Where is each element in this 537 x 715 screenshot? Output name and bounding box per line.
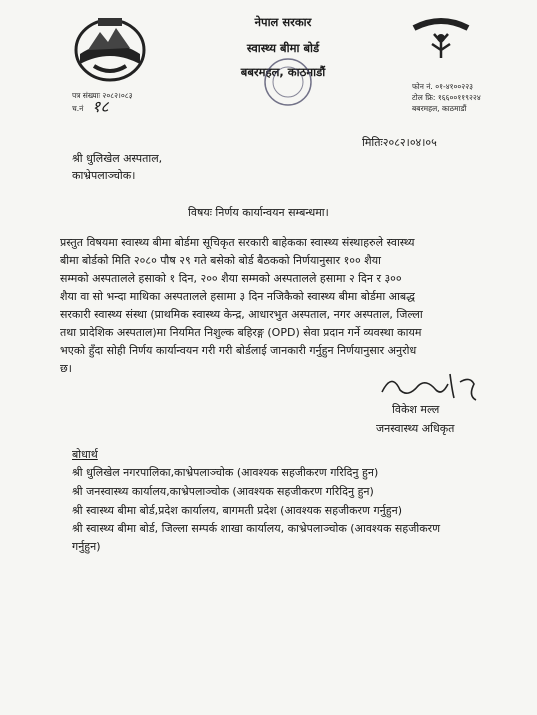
body-line: सम्मको अस्पतालले हसाको १ दिन, २०० शैया सम्मको अस्पतालले हसामा २ दिन र ३०० — [60, 272, 402, 285]
gov-name: नेपाल सरकार — [254, 15, 312, 29]
tollfree-number: टोल फ्रि: १६६००११९२२४ — [412, 93, 481, 102]
recipient-address: काभ्रेपलाञ्चोक। — [72, 169, 136, 182]
hib-logo-icon — [410, 14, 472, 64]
body-line: सरकारी स्वास्थ्य संस्था (प्राथमिक स्वास्थ्य केन्द्र, आधारभुत अस्पताल, नगर अस्पताल, जिल्ला — [60, 308, 423, 321]
cc-item: श्री स्वास्थ्य बीमा बोर्ड, जिल्ला सम्पर्क शाखा कार्यालय, काभ्रेपलाञ्चोक (आवश्यक सहजीकरण — [72, 522, 441, 535]
round-stamp-icon — [262, 56, 314, 108]
signatory-title: जनस्वास्थ्य अधिकृत — [376, 422, 455, 435]
signatory-name: विकेश मल्ल — [392, 403, 440, 416]
letter-date: मितिः२०८२।०४।०५ — [362, 136, 437, 149]
reference-number: पत्र संख्याः २०८२।०८३ — [72, 91, 133, 100]
nepal-emblem-icon — [70, 14, 150, 86]
org-place: बबरमहल, काठमाडौं — [240, 65, 326, 79]
phone-number: फोन नं. ०१-४१००२२३ — [412, 82, 474, 91]
handwritten-signature-icon — [378, 368, 482, 404]
body-line: तथा प्रादेशिक अस्पताल)मा नियमित निशुल्क बहिरङ्ग (OPD) सेवा प्रदान गर्ने व्यवस्था कायम — [60, 326, 422, 339]
body-line: छ। — [60, 362, 72, 375]
body-line: बीमा बोर्डको मिति २०८० पौष २९ गते बसेको बोर्ड बैठकको निर्णयानुसार १०० शैया — [60, 254, 381, 267]
cc-heading: बोधार्थ — [72, 448, 98, 461]
cc-item-continued: गर्नुहुन) — [72, 540, 101, 553]
office-address: बबरमहल, काठमाडौं — [412, 104, 467, 113]
recipient-name: श्री धुलिखेल अस्पताल, — [72, 152, 163, 165]
body-line: प्रस्तुत विषयमा स्वास्थ्य बीमा बोर्डमा सूचिकृत सरकारी बाहेकका स्वास्थ्य संस्थाहरुले स्वास्थ्य — [60, 236, 415, 249]
dispatch-label: च.नं — [72, 104, 84, 113]
letter-subject: विषयः निर्णय कार्यान्वयन सम्बन्धमा। — [188, 206, 329, 219]
dispatch-number: १८ — [92, 97, 109, 116]
cc-item: श्री जनस्वास्थ्य कार्यालय,काभ्रेपलाञ्चोक (आवश्यक सहजीकरण गरिदिनु हुन) — [72, 485, 374, 498]
body-line: शैया वा सो भन्दा माथिका अस्पतालले हसामा ३ दिन नजिकैको स्वास्थ्य बीमा बोर्डमा आबद्ध — [60, 290, 415, 303]
cc-item: श्री धुलिखेल नगरपालिका,काभ्रेपलाञ्चोक (आवश्यक सहजीकरण गरिदिनु हुन) — [72, 466, 379, 479]
cc-item: श्री स्वास्थ्य बीमा बोर्ड,प्रदेश कार्यालय, बागमती प्रदेश (आवश्यक सहजीकरण गर्नुहुन) — [72, 504, 403, 517]
body-line: भएको हुँदा सोही निर्णय कार्यान्वयन गरी गरी बोर्डलाई जानकारी गर्नुहुन निर्णयानुसार अनुरोध — [60, 344, 417, 357]
org-name: स्वास्थ्य बीमा बोर्ड — [246, 41, 320, 55]
